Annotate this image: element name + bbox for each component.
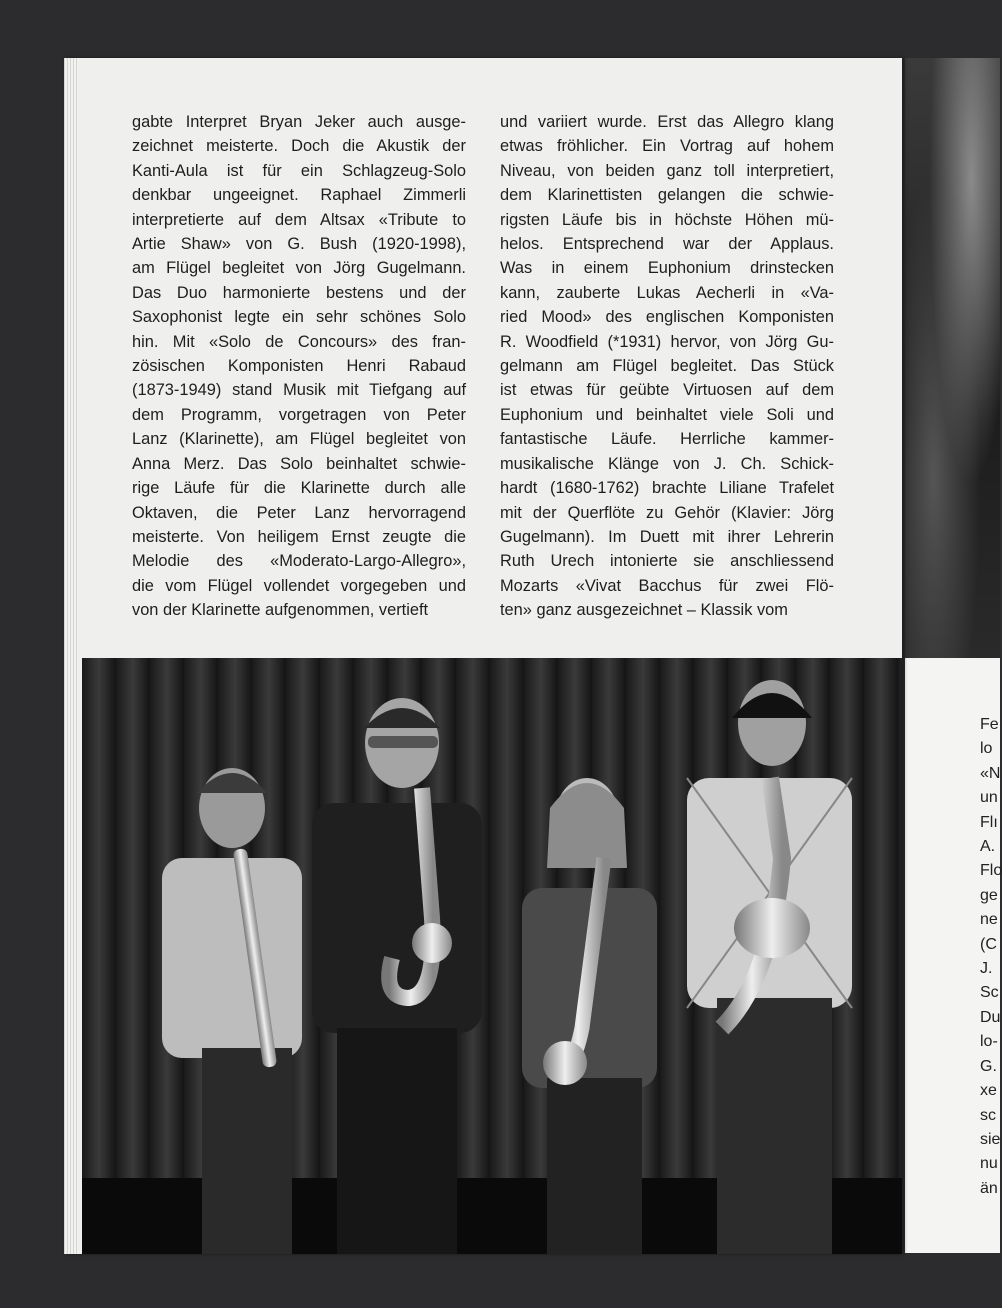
text-line-left: Das Duo harmonierte bestens und der	[132, 283, 466, 302]
text-line-right: gelmann am Flügel begleitet. Das Stück	[500, 357, 834, 376]
text-line-right: Mozarts «Vivat Bacchus für zwei Flö-	[500, 576, 834, 595]
facing-page-fragment: lo	[980, 740, 993, 758]
text-line-right: und variiert wurde. Erst das Allegro klang	[500, 113, 834, 131]
text-line-left: Oktaven, die Peter Lanz hervorragend	[132, 503, 466, 522]
text-line-right: Ruth Urech intonierte sie anschliessend	[500, 552, 834, 571]
text-line-right: ten» ganz ausgezeichnet – Klassik vom	[500, 601, 788, 620]
text-line-left: rige Läufe für die Klarinette durch alle	[132, 479, 466, 498]
facing-page-fragment: (C	[980, 935, 997, 953]
text-line-left: interpretierte auf dem Altsax «Tribute to	[132, 210, 466, 229]
text-line-right: helos. Entsprechend war der Applaus.	[500, 235, 834, 254]
facing-page-fragment: än	[980, 1179, 998, 1197]
facing-page-photo	[905, 58, 1000, 658]
text-line-right: Was in einem Euphonium drinstecken	[500, 259, 834, 278]
facing-page-fragment: Sc	[980, 984, 999, 1002]
text-line-right: etwas fröhlicher. Ein Vortrag auf hohem	[500, 137, 834, 156]
text-line-right: Gugelmann). Im Duett mit ihrer Lehrerin	[500, 527, 834, 546]
text-line-right: hardt (1680-1762) brachte Liliane Trafelet	[500, 479, 834, 498]
text-column-left	[132, 110, 466, 623]
text-line-left: gabte Interpret Bryan Jeker auch ausge-	[132, 113, 466, 131]
facing-page-fragment: ne	[980, 911, 998, 929]
text-line-left: hin. Mit «Solo de Concours» des fran-	[132, 332, 466, 351]
text-line-right: musikalische Klänge von J. Ch. Schick-	[500, 454, 834, 473]
text-line-right: ried Mood» des englischen Komponisten	[500, 308, 834, 327]
text-line-left: dem Programm, vorgetragen von Peter	[132, 405, 466, 424]
facing-page-fragment: lo-	[980, 1033, 998, 1051]
saxophone-quartet-photo	[82, 658, 902, 1254]
text-line-left: zeichnet meisterte. Doch die Akustik der	[132, 137, 466, 156]
facing-page-fragment: ge	[980, 886, 998, 904]
text-line-right: R. Woodfield (*1931) hervor, von Jörg Gu-	[500, 332, 834, 351]
facing-page-fragment: un	[980, 789, 998, 807]
facing-page-fragment: Fe	[980, 716, 999, 733]
text-line-right: ist etwas für geübte Virtuosen auf dem	[500, 381, 834, 400]
text-line-left: Melodie des «Moderato-Largo-Allegro»,	[132, 552, 466, 571]
text-column-right	[500, 110, 834, 623]
text-line-left: Artie Shaw» von G. Bush (1920-1998),	[132, 235, 466, 254]
page-binding-edge	[64, 58, 78, 1254]
facing-page	[905, 58, 1000, 1253]
magazine-page	[64, 58, 902, 1254]
text-line-right: fantastische Läufe. Herrliche kammer-	[500, 430, 834, 449]
text-line-right: mit der Querflöte zu Gehör (Klavier: Jörg	[500, 503, 834, 522]
facing-page-fragment: Flo	[980, 862, 1002, 880]
text-line-left: die vom Flügel vollendet vorgegeben und	[132, 576, 466, 595]
text-line-left: zösischen Komponisten Henri Rabaud	[132, 357, 466, 376]
text-line-right: rigsten Läufe bis in höchste Höhen mü-	[500, 210, 834, 229]
facing-page-fragment: Flı	[980, 813, 998, 831]
text-line-right: Niveau, von beiden ganz toll interpretiert,	[500, 161, 834, 180]
text-line-left: von der Klarinette aufgenommen, vertieft	[132, 601, 429, 620]
text-line-right: Euphonium und beinhaltet viele Soli und	[500, 405, 834, 424]
text-line-left: (1873-1949) stand Musik mit Tiefgang auf	[132, 381, 466, 400]
facing-page-fragment: sc	[980, 1106, 996, 1124]
text-line-right: dem Klarinettisten gelangen die schwie-	[500, 186, 834, 205]
facing-page-fragment: G.	[980, 1057, 997, 1075]
facing-page-fragment: xe	[980, 1082, 997, 1100]
facing-page-fragment: nu	[980, 1155, 998, 1173]
text-line-right: kann, zauberte Lukas Aecherli in «Va-	[500, 283, 834, 302]
text-line-left: Anna Merz. Das Solo beinhaltet schwie-	[132, 454, 466, 473]
facing-page-fragment: «N	[980, 764, 1001, 782]
text-line-left: Kanti-Aula ist für ein Schlagzeug-Solo	[132, 161, 466, 180]
text-line-left: Lanz (Klarinette), am Flügel begleitet von	[132, 430, 466, 449]
text-line-left: denkbar ungeeignet. Raphael Zimmerli	[132, 186, 466, 205]
facing-page-fragment: J.	[980, 960, 993, 978]
text-line-left: am Flügel begleitet von Jörg Gugelmann.	[132, 259, 466, 278]
facing-page-fragment: sie	[980, 1130, 1001, 1148]
text-line-left: meisterte. Von heiligem Ernst zeugte die	[132, 527, 466, 546]
text-line-left: Saxophonist legte ein sehr schönes Solo	[132, 308, 466, 327]
facing-page-text	[980, 713, 1002, 1201]
facing-page-fragment: Du	[980, 1008, 1001, 1026]
facing-page-fragment: A.	[980, 838, 996, 856]
